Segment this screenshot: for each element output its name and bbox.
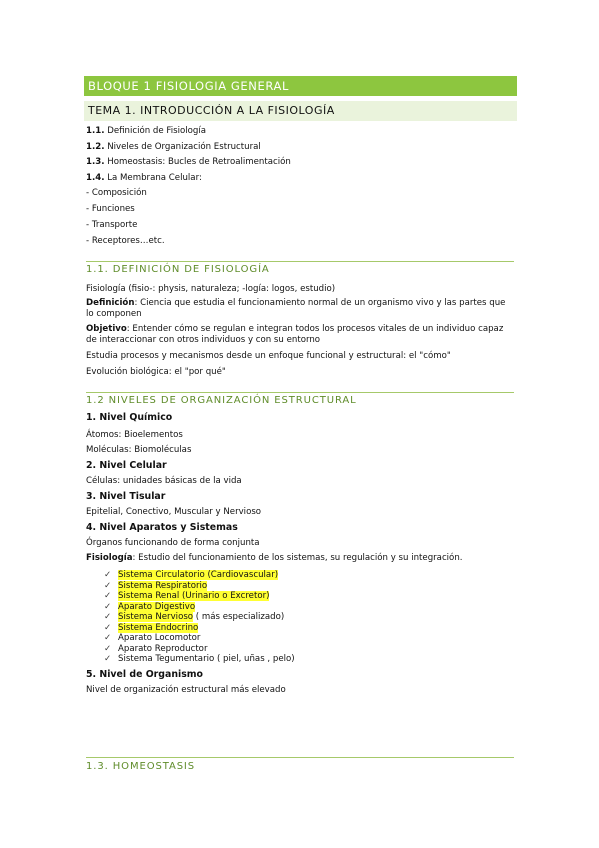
nivel-quimico-title: 1. Nivel Químico [86, 412, 173, 423]
estudia-text: Estudia procesos y mecanismos desde un enfoque funcional y estructural: el "cómo" [86, 351, 451, 361]
section-rule [86, 392, 514, 393]
section-heading-1-3: 1.3. HOMEOSTASIS [86, 761, 196, 772]
evolucion-text: Evolución biológica: el "por qué" [86, 367, 226, 377]
index-item: 1.1. Definición de Fisiología [86, 126, 206, 136]
check-icon: ✓ [104, 570, 112, 580]
membrana-item: - Funciones [86, 204, 135, 214]
definicion-text: Definición: Ciencia que estudia el funcionamiento normal de un organismo vivo y las partes que lo componen [86, 298, 506, 319]
tema-title: TEMA 1. INTRODUCCIÓN A LA FISIOLOGÍA [84, 101, 517, 121]
check-icon: ✓ [104, 622, 112, 633]
nivel-text: Órganos funcionando de forma conjunta [86, 538, 260, 548]
sistema-item: ✓ Sistema Renal (Urinario o Excretor) [104, 591, 270, 601]
section-rule [86, 757, 514, 758]
index-item: 1.3. Homeostasis: Bucles de Retroalimentación [86, 157, 291, 167]
nivel-text: Moléculas: Biomoléculas [86, 445, 192, 455]
nivel-organismo-title: 5. Nivel de Organismo [86, 669, 203, 680]
nivel-text: Epitelial, Conectivo, Muscular y Nervioso [86, 507, 262, 517]
check-icon: ✓ [104, 580, 112, 591]
check-icon: ✓ [104, 633, 112, 643]
check-icon: ✓ [104, 591, 112, 601]
etimologia-text: Fisiología (fisio-: physis, naturaleza; -logía: logos, estudio) [86, 284, 336, 294]
nivel-text: Átomos: Bioelementos [86, 430, 183, 440]
section-heading-1-2: 1.2 NIVELES DE ORGANIZACIÓN ESTRUCTURAL [86, 395, 357, 406]
check-icon: ✓ [104, 601, 112, 612]
sistema-item: ✓ Sistema Respiratorio [104, 580, 208, 591]
nivel-text: Células: unidades básicas de la vida [86, 476, 242, 486]
membrana-item: - Composición [86, 188, 147, 198]
check-icon: ✓ [104, 612, 112, 622]
membrana-item: - Transporte [86, 220, 138, 230]
nivel-text: Nivel de organización estructural más elevado [86, 685, 286, 695]
nivel-tisular-title: 3. Nivel Tisular [86, 491, 166, 502]
sistema-item: ✓ Sistema Tegumentario ( piel, uñas , pelo) [104, 654, 295, 664]
sistema-item: ✓ Aparato Reproductor [104, 643, 208, 654]
section-rule [86, 261, 514, 262]
check-icon: ✓ [104, 643, 112, 654]
fisiologia-text: Fisiología: Estudio del funcionamiento de los sistemas, su regulación y su integración. [86, 553, 463, 563]
nivel-aparatos-title: 4. Nivel Aparatos y Sistemas [86, 522, 238, 533]
sistema-item: ✓ Aparato Locomotor [104, 633, 201, 643]
nivel-celular-title: 2. Nivel Celular [86, 460, 167, 471]
section-heading-1-1: 1.1. DEFINICIÓN DE FISIOLOGÍA [86, 264, 270, 275]
check-icon: ✓ [104, 654, 112, 664]
sistema-item: ✓ Sistema Nervioso ( más especializado) [104, 612, 285, 622]
membrana-item: - Receptores…etc. [86, 236, 165, 246]
index-item: 1.4. La Membrana Celular: [86, 173, 202, 183]
sistema-item: ✓ Sistema Endocrino [104, 622, 199, 633]
index-item: 1.2. Niveles de Organización Estructural [86, 142, 261, 152]
bloque-title: BLOQUE 1 FISIOLOGIA GENERAL [84, 76, 517, 96]
sistema-item: ✓ Aparato Digestivo [104, 601, 196, 612]
objetivo-text: Objetivo: Entender cómo se regulan e integran todos los procesos vitales de un individuo capaz de interaccionar con otros individuos y con su entorno [86, 324, 504, 345]
sistema-item: ✓ Sistema Circulatorio (Cardiovascular) [104, 570, 279, 580]
